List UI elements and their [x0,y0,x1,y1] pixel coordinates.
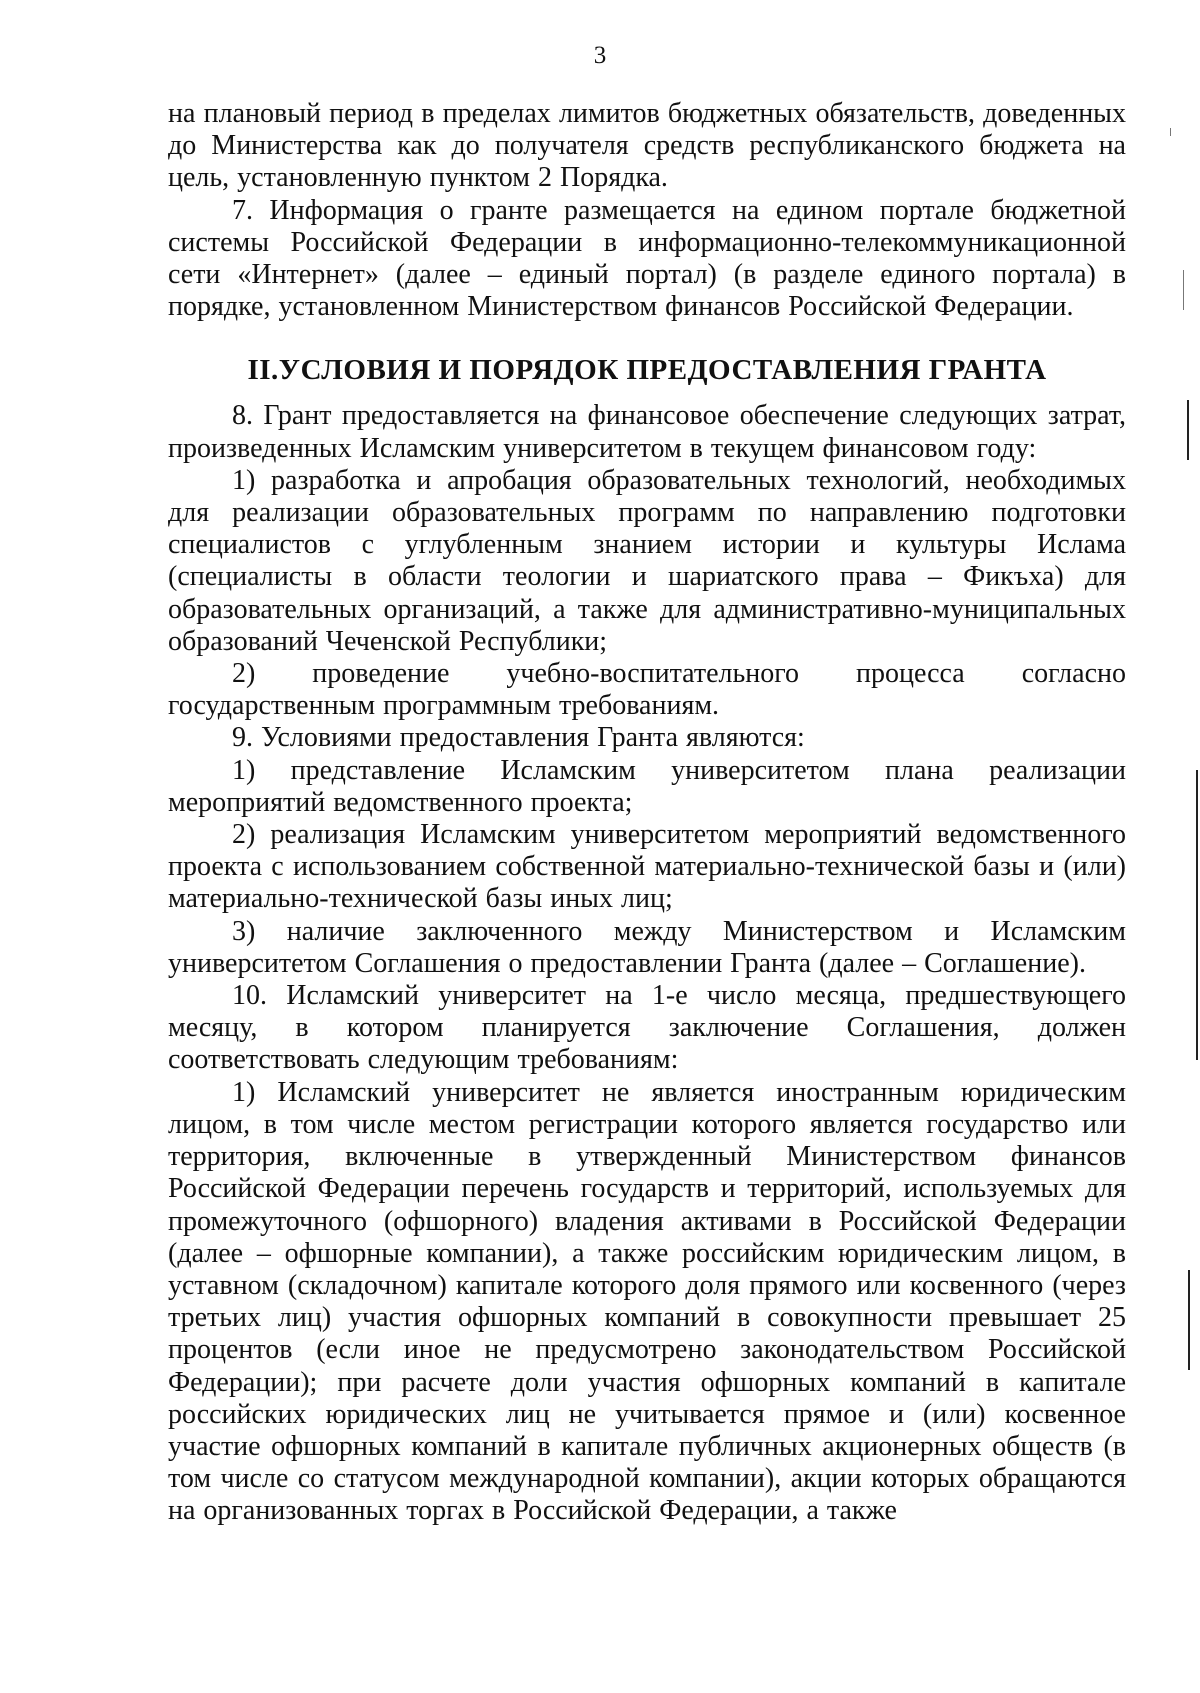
paragraph-item-8-1: 1) разработка и апробация образовательных технологий, необходимых для реализации образовательных программ по направлению подготовки специалистов с углубленным знанием истории и культуры Ислама (специалисты в области теологии и шариатского права – Фикъха) для образовательных организаций, а также для административно-муниципальных образований Чеченской Республики; [168,464,1126,657]
document-body [168,98,1126,1528]
scan-mark [1188,1270,1190,1370]
paragraph-item-8-2: 2) проведение учебно-воспитательного процесса согласно государственным программным требованиям. [168,658,1126,722]
paragraph-item-9-3: 3) наличие заключенного между Министерством и Исламским университетом Соглашения о предоставлении Гранта (далее – Соглашение). [168,915,1126,979]
paragraph-item-9-1: 1) представление Исламским университетом плана реализации мероприятий ведомственного проекта; [168,754,1126,818]
scan-mark [1187,400,1189,460]
paragraph-budget-continuation: на плановый период в пределах лимитов бюджетных обязательств, доведенных до Министерства как до получателя средств республиканского бюджета на цель, установленную пунктом 2 Порядка. [168,98,1126,194]
scan-mark [1170,128,1171,136]
paragraph-item-8: 8. Грант предоставляется на финансовое обеспечение следующих затрат, произведенных Исламским университетом в текущем финансовом году: [168,400,1126,464]
page-number: 3 [593,42,607,69]
paragraph-item-9-2: 2) реализация Исламским университетом мероприятий ведомственного проекта с использованием собственной материально-технической базы и (или) материально-технической базы иных лиц; [168,819,1126,915]
paragraph-item-10-1: 1) Исламский университет не является иностранным юридическим лицом, в том числе местом регистрации которого является государство или территория, включенные в утвержденный Министерством финансов Российской Федерации перечень государств и территорий, используемых для промежуточного (офшорного) владения активами в Российской Федерации (далее – офшорные компании), а также российским юридическим лицом, в уставном (складочном) капитале которого доля прямого или косвенного (через третьих лиц) участия офшорных компаний в совокупности превышает 25 процентов (если иное не предусмотрено законодательством Российской Федерации); при расчете доли участия офшорных компаний в капитале российских юридических лиц не учитывается прямое и (или) косвенное участие офшорных компаний в капитале публичных акционерных обществ (в том числе со статусом международной компании), акции которых обращаются на организованных торгах в Российской Федерации, а также [168,1076,1126,1527]
scan-mark [1183,270,1184,310]
section-title: II.УСЛОВИЯ И ПОРЯДОК ПРЕДОСТАВЛЕНИЯ ГРАНТА [247,354,1047,387]
paragraph-item-9: 9. Условиями предоставления Гранта являются: [232,722,805,754]
paragraph-item-10: 10. Исламский университет на 1-е число месяца, предшествующего месяцу, в котором планируется заключение Соглашения, должен соответствовать следующим требованиям: [168,980,1126,1076]
scan-mark [1196,770,1198,1060]
paragraph-item-7: 7. Информация о гранте размещается на едином портале бюджетной системы Российской Федерации в информационно-телекоммуникационной сети «Интернет» (далее – единый портал) (в разделе единого портала) в порядке, установленном Министерством финансов Российской Федерации. [168,194,1126,323]
